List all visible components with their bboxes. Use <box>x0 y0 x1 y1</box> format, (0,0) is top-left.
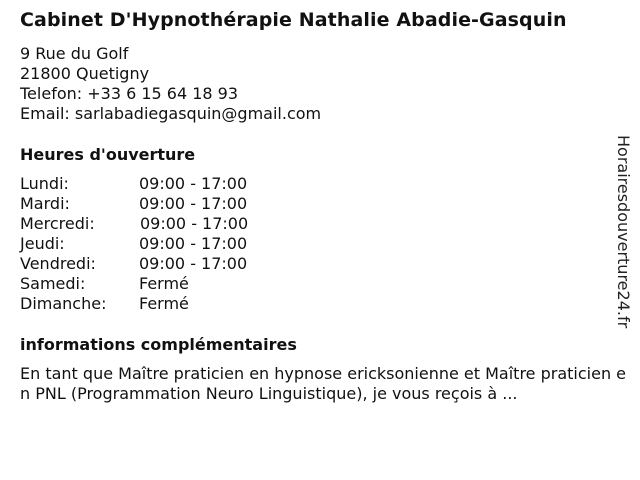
day-label: Vendredi: <box>20 254 96 273</box>
day-label: Lundi: <box>20 174 69 193</box>
day-label: Mercredi: <box>20 214 95 233</box>
day-label: Jeudi: <box>20 234 65 253</box>
day-label: Mardi: <box>20 194 70 213</box>
opening-hours-heading: Heures d'ouverture <box>20 145 196 164</box>
address-street: 9 Rue du Golf <box>20 44 129 63</box>
time-value: 09:00 - 17:00 <box>139 234 248 253</box>
time-value: 09:00 - 17:00 <box>139 174 248 193</box>
business-name: Cabinet D'Hypnothérapie Nathalie Abadie-Gasquin <box>20 9 567 31</box>
additional-info-heading: informations complémentaires <box>20 335 297 354</box>
email-address: Email: sarlabadiegasquin@gmail.com <box>20 104 322 123</box>
time-value: 09:00 - 17:00 <box>140 214 249 233</box>
time-value: Fermé <box>139 294 189 313</box>
day-label: Samedi: <box>20 274 86 293</box>
address-city: 21800 Quetigny <box>20 64 150 83</box>
additional-info-text: En tant que Maître praticien en hypnose ericksonienne et Maître praticien en PNL (Programmation Neuro Linguistique), je vous reçois à ... <box>20 364 627 403</box>
time-value: 09:00 - 17:00 <box>139 254 248 273</box>
day-label: Dimanche: <box>20 294 107 313</box>
phone-number: Telefon: +33 6 15 64 18 93 <box>20 84 239 103</box>
time-value: 09:00 - 17:00 <box>139 194 248 213</box>
site-watermark: Horairesdouverture24.fr <box>614 135 633 329</box>
time-value: Fermé <box>139 274 189 293</box>
